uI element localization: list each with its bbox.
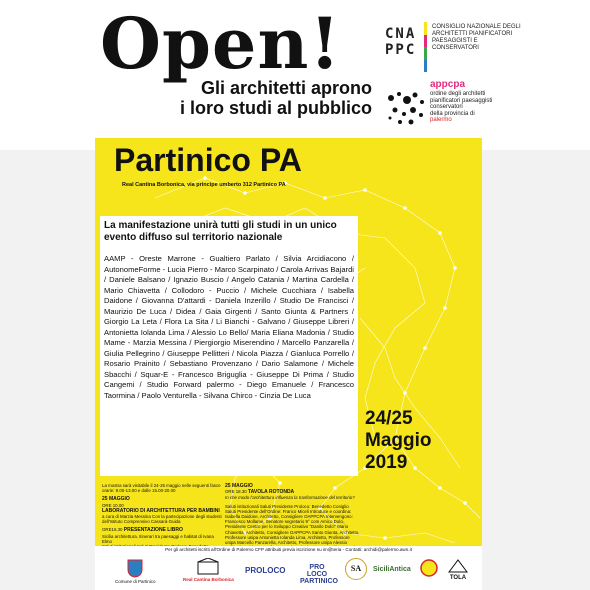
logo-regional <box>420 558 438 579</box>
logo-siciliantica-label: SiciliAntica <box>373 566 411 573</box>
logo-cantina <box>183 558 234 582</box>
event-2-speakers <box>102 544 222 546</box>
logo-proloco <box>245 558 285 575</box>
appc-text-1: ordine degli architetti <box>430 91 486 97</box>
cna-bar-blue <box>424 60 427 73</box>
footer-note: Per gli architetti iscritti all'Ordine di Palermo CFP attribuiti previa iscrizione su im@teria - Contatti: archidi@palermo.awn.it <box>165 547 412 552</box>
cna-bar-yellow <box>424 22 427 35</box>
tola-icon <box>447 558 469 574</box>
exhibition-hours: La mostra sarà visitabile il 24-25 maggio nelle seguenti fasce orarie: 9.00-13.00 e dalle 15.00-20.00 <box>102 483 221 494</box>
comune-crest-icon <box>126 558 144 578</box>
right-margin <box>482 150 590 590</box>
event-date <box>365 408 432 474</box>
participants-list: AAMP - Oreste Marrone - Gualtiero Parlato / Silvia Arcidiacono / AutonomeForme - Lucia Pierro - Marco Scarpinato / Carola Arrivas Bajardi / Daniele Balsano / Ignazio Buscio / Angelo Catania / Martina Cardella / Mario Chiavetta / Collodoro - Puccio / Michele Cucchiara / Isabella Daidone / Giovanna D'attardi - Daniela Inzerillo / Studio De Francisci / Maurizio De Luca / Didea / Gaia Girgenti / Santo Giunta & Partners / Giorgio La Leta / Flora La Sita / Li Bianchi - Galvano / Giuseppe Libreri / Antonietta Iolanda Lima / Alessio Lo Bello/ Maria Eliana Madonia / Studio Mame - Marzia Messina / Piergiorgio Miserendino / Marcello Panzarella / Giulia Pellegrino / Giuseppe Pellitteri / Nicola Piazza / Gianluca Porrello / Rosario Prainito / Sebastiano Provenzano / Dario Salamone / Michele Sbacchi / Squar-E - Francesco Briguglia - Giuseppe Di Prima / Studio Cangemi / Studio Forward palermo - Diego Emanuele / Francesco Taormina / Paolo Venturella - Silvana Chirco - Cinzia De Luca <box>104 254 354 400</box>
city-title: Partinico PA <box>114 142 302 178</box>
time-1: ORE 10.00 <box>102 502 124 508</box>
program-left <box>102 483 222 546</box>
date-month: Maggio <box>365 430 432 451</box>
yellow-poster <box>95 138 482 546</box>
cantina-icon <box>195 558 221 576</box>
cna-description: CONSIGLIO NAZIONALE DEGLI ARCHITETTI PIANIFICATORI PAESAGGISTI E CONSERVATORI <box>432 24 521 51</box>
logo-comune-label: Comune di Partinico <box>115 579 156 584</box>
date-year: 2019 <box>365 452 408 473</box>
cna-ppc-logo <box>385 26 416 58</box>
appc-logo: appcpa <box>430 79 466 90</box>
logo-sa <box>345 558 367 580</box>
event-2-detail: Sicilia architettura. Itinerari tra paesaggi e habitat di Ivana Elmo <box>102 533 214 544</box>
appc-text-2: pianificatori paesaggisti <box>430 97 493 104</box>
cna-logo-line-1: CNA <box>385 26 417 42</box>
cna-bar-green <box>424 47 427 60</box>
round-table-speakers: Saluti istituzionali Saluti Presidente Proloco: Benedetto Coniglio Saluti Presidente dell'Ordine: Franco Miceli Introduce e coordina: Isabella Daidone, Architetto, Consigliere OAPPCPA Intervengono: Francesco Mollame, Senatore segretario 9° com Amico Dolci, Presidente Centro per lo Sviluppo Creativo "Danilo Dolci" Mario Chiavetta, Architetto, Consigliere OAPPCPA Santo Giunta, Architetto, Professore unipa Antonietta Iolanda Lima, Architetto, Professore unipa Marcello Panzarella, Architetto, Professore unipa Alessio <box>225 503 360 546</box>
round-table-question: In che modo l'architettura influenza la trasformazione del territorio? <box>225 495 355 501</box>
open-title: Open! <box>100 2 342 85</box>
logo-tola-label: TOLA <box>449 575 467 581</box>
cna-logo-line-2: PPC <box>385 42 417 58</box>
cna-color-bar <box>424 22 427 72</box>
sponsor-logos <box>95 554 482 590</box>
venue-address: Real Cantina Borbonica, via principe umberto 312 Partinico PA <box>122 182 286 188</box>
logo-siciliantica <box>373 558 411 573</box>
appc-dots-logo <box>385 88 427 128</box>
header <box>0 0 590 135</box>
event-description: La manifestazione unirà tutti gli studi in un unico evento diffuso sul territorio nazionale <box>104 220 337 243</box>
subtitle-line-2: i loro studi al pubblico <box>180 98 372 118</box>
round-table-time: ORE 18.30 <box>225 489 247 495</box>
appc-text-5: palermo <box>430 117 452 123</box>
day-label: 25 MAGGIO <box>102 496 130 503</box>
appc-text-3: conservatori <box>430 104 463 110</box>
logo-cantina-label: Real Cantina Borbonica <box>183 577 234 582</box>
appc-description <box>430 91 500 124</box>
logo-proloco-partinico <box>300 558 338 585</box>
logo-proloco-partinico-label: PRO LOCO PARTINICO <box>300 564 338 585</box>
program-right <box>225 483 360 546</box>
round-table-title: TAVOLA ROTONDA <box>247 489 295 496</box>
logo-comune <box>115 558 156 584</box>
event-2-title: PRESENTAZIONE LIBRO <box>123 527 183 534</box>
logo-proloco-label: PROLOCO <box>245 566 286 575</box>
event-1-detail: a cura di Marzia Messina Con la partecipazione degli studenti dell'Istituto Comprensivo Cassarà-Guida <box>102 514 222 525</box>
subtitle-line-1: Gli architetti aprono <box>200 78 372 98</box>
time-2: ORE16.30 <box>102 527 123 533</box>
logo-tola <box>447 558 469 581</box>
logo-sa-label: SA <box>345 558 367 580</box>
round-table-day: 25 MAGGIO <box>225 483 253 489</box>
regional-crest-icon <box>420 558 438 578</box>
appc-text-4: della provincia di <box>430 110 475 117</box>
date-days: 24/25 <box>365 408 413 429</box>
left-margin <box>0 150 95 590</box>
subtitle <box>176 78 372 118</box>
cna-bar-magenta <box>424 35 427 48</box>
event-1-title: LABORATORIO DI ARCHITETTURA PER BAMBINI <box>102 507 220 514</box>
